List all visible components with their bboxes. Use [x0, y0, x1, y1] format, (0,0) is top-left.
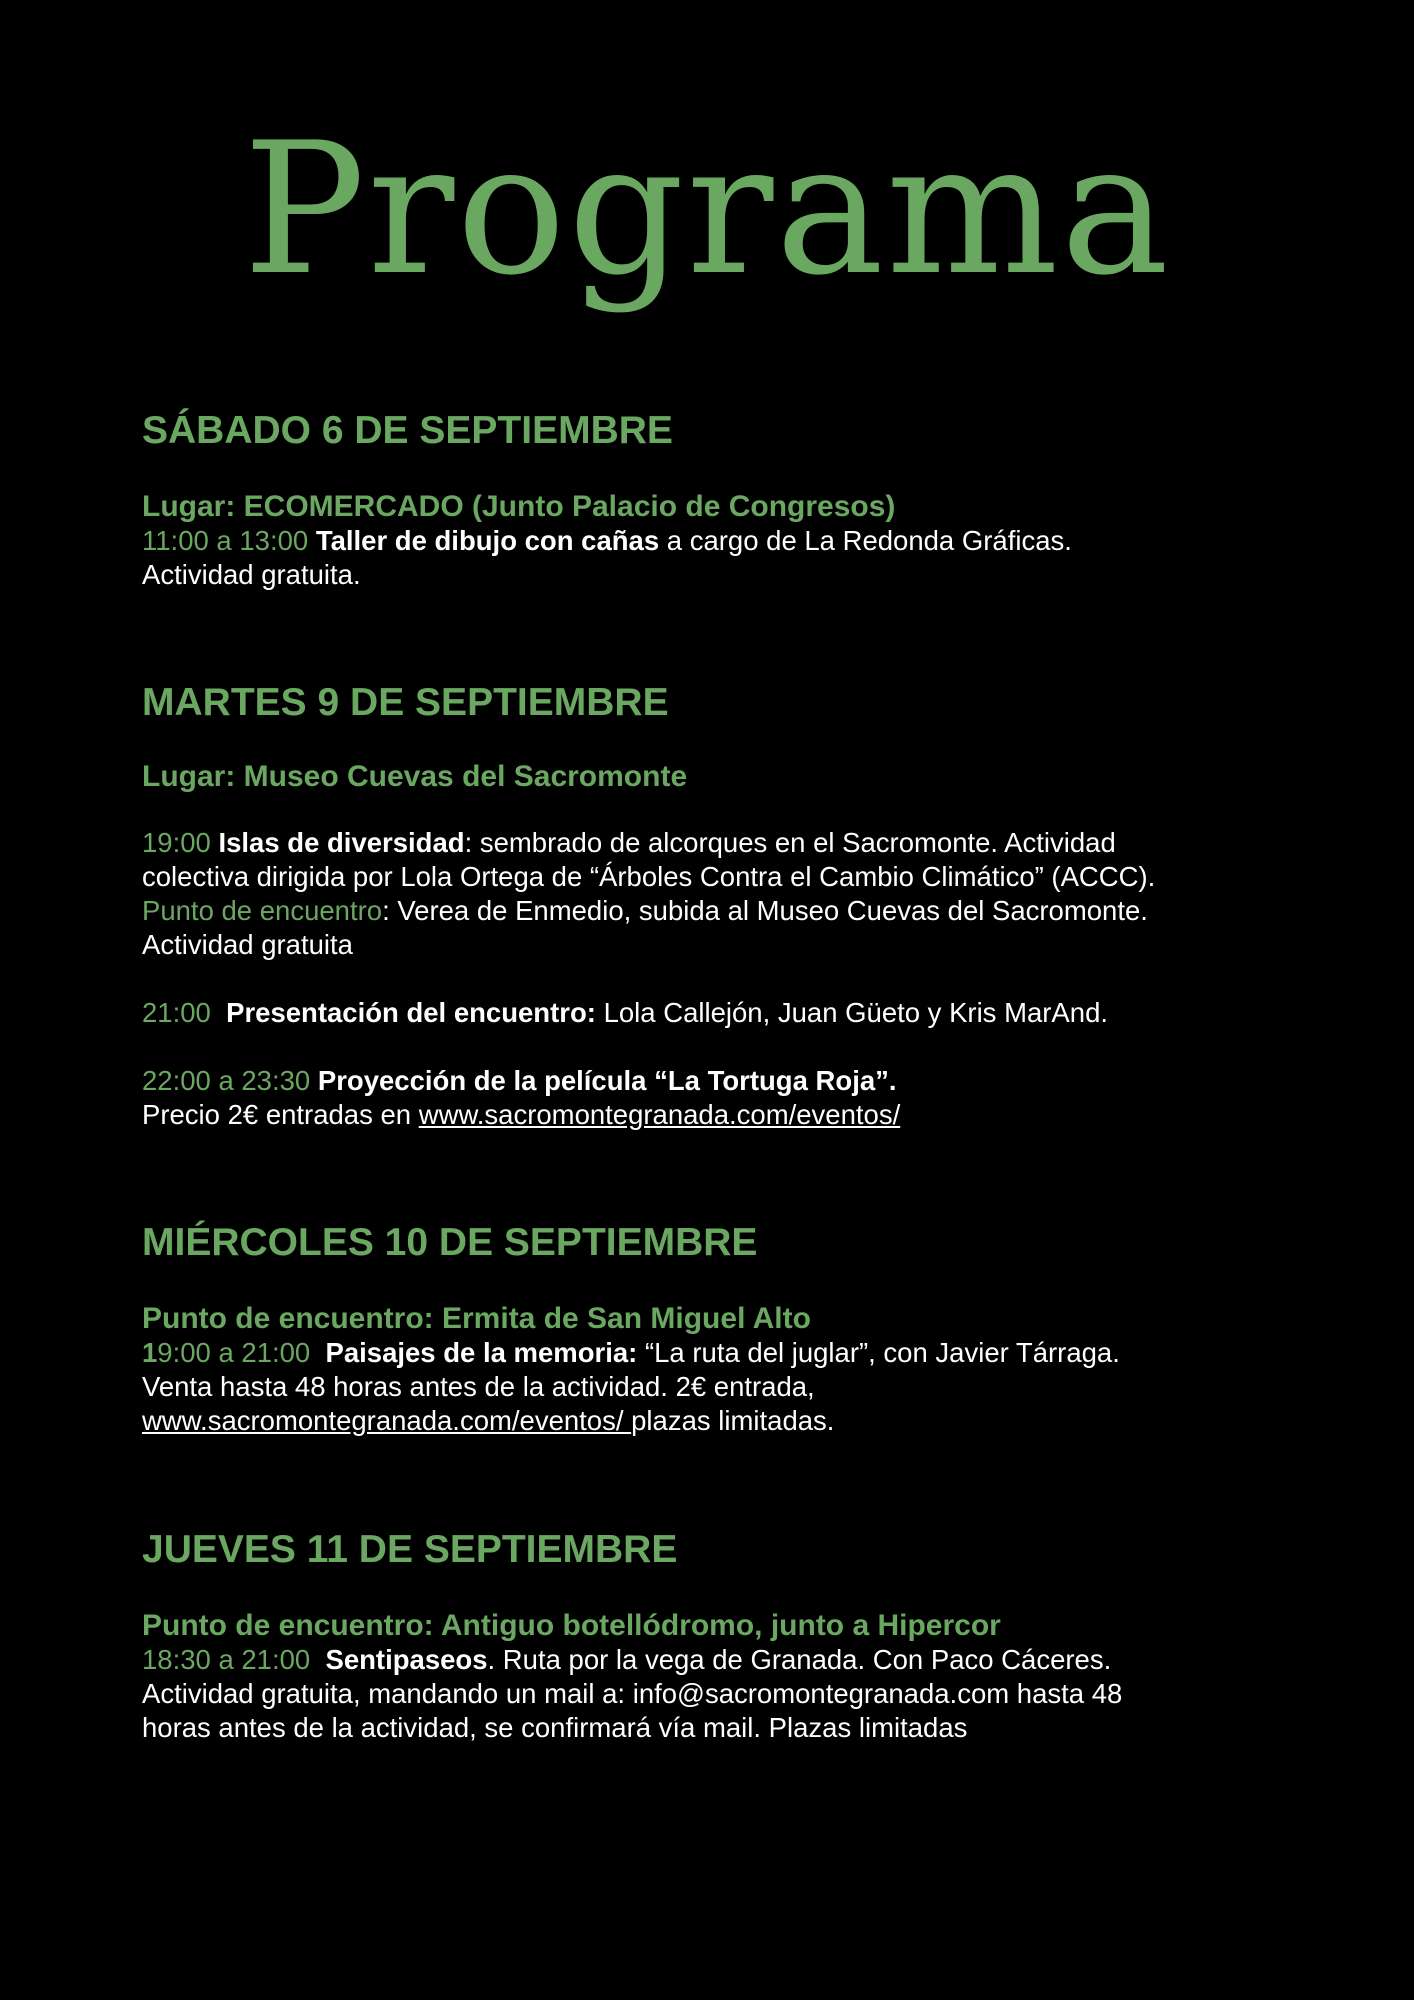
- event-line: [142, 1336, 1342, 1370]
- limited-places-text: plazas limitadas.: [631, 1405, 835, 1436]
- event-note: horas antes de la actividad, se confirmará vía mail. Plazas limitadas: [142, 1712, 968, 1743]
- event-line: [142, 1643, 1342, 1677]
- event-line: [142, 1064, 1342, 1098]
- event-description-line: colectiva dirigida por Lola Ortega de “Árboles Contra el Cambio Climático” (ACCC).: [142, 861, 1156, 892]
- section-wednesday: [142, 1220, 1342, 1438]
- event-note: Venta hasta 48 horas antes de la actividad. 2€ entrada,: [142, 1371, 815, 1402]
- place-label: Lugar: ECOMERCADO (Junto Palacio de Congresos): [142, 490, 896, 523]
- event-title: Proyección de la película “La Tortuga Roja”.: [317, 1065, 897, 1096]
- event-description: a cargo de La Redonda Gráficas.: [659, 525, 1072, 556]
- place-label: Punto de encuentro: Antiguo botellódromo, junto a Hipercor: [142, 1609, 1001, 1642]
- event-title: Islas de diversidad: [218, 827, 465, 858]
- day-heading: MIÉRCOLES 10 DE SEPTIEMBRE: [142, 1221, 758, 1264]
- event-time: 11:00 a 13:00: [142, 525, 309, 556]
- place-label: Lugar: Museo Cuevas del Sacromonte: [142, 760, 688, 793]
- events-link[interactable]: www.sacromontegranada.com/eventos/: [418, 1099, 901, 1130]
- event-time: 9:00 a 21:00: [157, 1337, 311, 1368]
- page-title: Programa: [242, 103, 1172, 315]
- event-note: Actividad gratuita, mandando un mail a: info@sacromontegranada.com hasta 48: [142, 1678, 1123, 1709]
- price-line: [142, 1098, 1342, 1132]
- link-line: [142, 1404, 1342, 1438]
- event-title: Paisajes de la memoria:: [325, 1337, 638, 1368]
- section-saturday: [142, 408, 1342, 592]
- section-thursday: [142, 1527, 1342, 1745]
- event-time: 18:30 a 21:00: [142, 1644, 311, 1675]
- meeting-point-label: Punto de encuentro: [142, 895, 383, 926]
- event-time: 19:00: [142, 827, 211, 858]
- event-description: “La ruta del juglar”, con Javier Tárraga.: [637, 1337, 1120, 1368]
- event-title: Presentación del encuentro:: [226, 997, 596, 1028]
- place-label: Punto de encuentro: Ermita de San Miguel Alto: [142, 1302, 811, 1335]
- meeting-point-text: : Verea de Enmedio, subida al Museo Cuevas del Sacromonte.: [382, 895, 1148, 926]
- event-description: . Ruta por la vega de Granada. Con Paco Cáceres.: [487, 1644, 1112, 1675]
- event-time: 21:00: [142, 997, 211, 1028]
- day-heading: SÁBADO 6 DE SEPTIEMBRE: [142, 409, 673, 452]
- event-title: Taller de dibujo con cañas: [315, 525, 660, 556]
- event-description: Lola Callejón, Juan Güeto y Kris MarAnd.: [595, 997, 1109, 1028]
- event-description: : sembrado de alcorques en el Sacromonte. Actividad: [464, 827, 1116, 858]
- section-tuesday: [142, 680, 1342, 1132]
- meeting-point-line: [142, 894, 1342, 928]
- event-time-first-digit: 1: [142, 1337, 158, 1368]
- event-title: Sentipaseos: [325, 1644, 488, 1675]
- day-heading: JUEVES 11 DE SEPTIEMBRE: [142, 1528, 678, 1571]
- event-note: Actividad gratuita: [142, 929, 353, 960]
- event-note: Actividad gratuita.: [142, 559, 361, 590]
- event-time: 22:00 a 23:30: [142, 1065, 311, 1096]
- event-line: [142, 996, 1342, 1030]
- day-heading: MARTES 9 DE SEPTIEMBRE: [142, 681, 669, 724]
- price-text: Precio 2€ entradas en: [142, 1099, 419, 1130]
- events-link[interactable]: www.sacromontegranada.com/eventos/: [142, 1405, 632, 1436]
- event-line: [142, 826, 1342, 860]
- event-line: [142, 524, 1342, 558]
